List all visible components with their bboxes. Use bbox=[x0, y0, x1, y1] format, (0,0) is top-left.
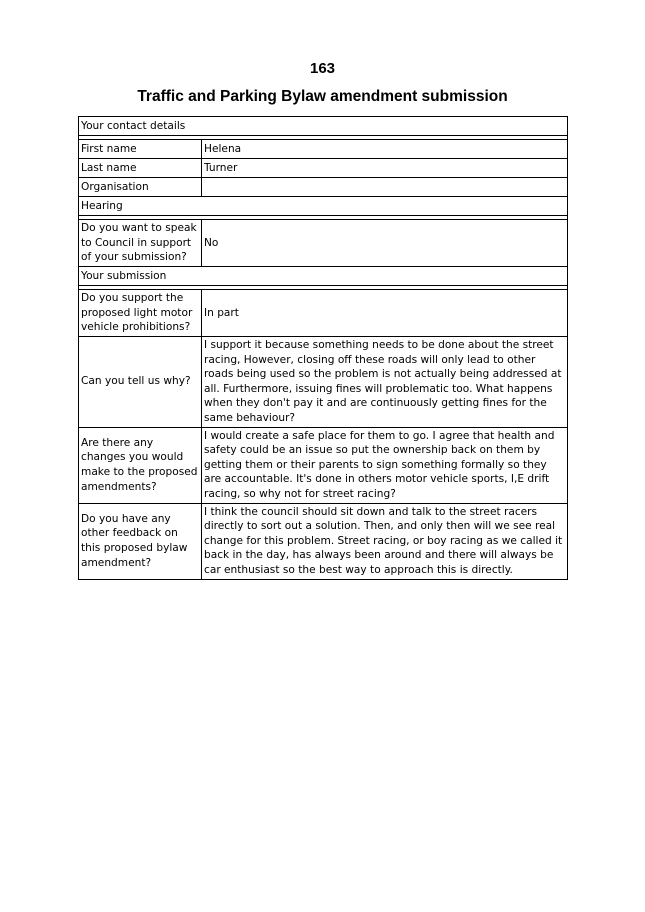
why-answer: I support it because something needs to be done about the street racing, However, closing off these roads will only lead to other roads being used so the problem is not actually being addressed at all. Furthermore, issuing fines will problematic too. What happens when they don't pay it and are continuously getting fines for the same behaviour? bbox=[202, 337, 568, 428]
organisation-label: Organisation bbox=[79, 178, 202, 197]
section-label-contact: Your contact details bbox=[79, 117, 568, 136]
table-row bbox=[79, 220, 568, 267]
table-row bbox=[79, 337, 568, 428]
why-question: Can you tell us why? bbox=[79, 337, 202, 428]
table-row bbox=[79, 503, 568, 579]
table-row bbox=[79, 178, 568, 197]
hearing-question: Do you want to speak to Council in support of your submission? bbox=[79, 220, 202, 267]
section-label-hearing: Hearing bbox=[79, 197, 568, 216]
changes-answer: I would create a safe place for them to go. I agree that health and safety could be an issue so put the ownership back on them by getting them or their parents to sign something formally so they are accountable. It's done in others motor vehicle sports, I,E drift racing, so why not for street racing? bbox=[202, 427, 568, 503]
hearing-answer: No bbox=[202, 220, 568, 267]
section-label-submission: Your submission bbox=[79, 267, 568, 286]
table-row bbox=[79, 427, 568, 503]
submission-form bbox=[78, 116, 567, 580]
last-name-label: Last name bbox=[79, 159, 202, 178]
submission-table bbox=[78, 116, 568, 580]
first-name-value: Helena bbox=[202, 140, 568, 159]
support-question: Do you support the proposed light motor vehicle prohibitions? bbox=[79, 290, 202, 337]
section-contact bbox=[79, 117, 568, 136]
last-name-value: Turner bbox=[202, 159, 568, 178]
table-row bbox=[79, 290, 568, 337]
changes-question: Are there any changes you would make to the proposed amendments? bbox=[79, 427, 202, 503]
page-title: Traffic and Parking Bylaw amendment submission bbox=[137, 88, 508, 105]
organisation-value bbox=[202, 178, 568, 197]
page-number: 163 bbox=[309, 60, 336, 77]
table-row bbox=[79, 159, 568, 178]
support-answer: In part bbox=[202, 290, 568, 337]
feedback-question: Do you have any other feedback on this proposed bylaw amendment? bbox=[79, 503, 202, 579]
feedback-answer: I think the council should sit down and talk to the street racers directly to sort out a solution. Then, and only then will we see real change for this problem. Street racing, or boy racing as we called it back in the day, has always been around and there will always be car enthusiast so the best way to approach this is directly. bbox=[202, 503, 568, 579]
table-row bbox=[79, 140, 568, 159]
first-name-label: First name bbox=[79, 140, 202, 159]
section-submission bbox=[79, 267, 568, 286]
section-hearing bbox=[79, 197, 568, 216]
